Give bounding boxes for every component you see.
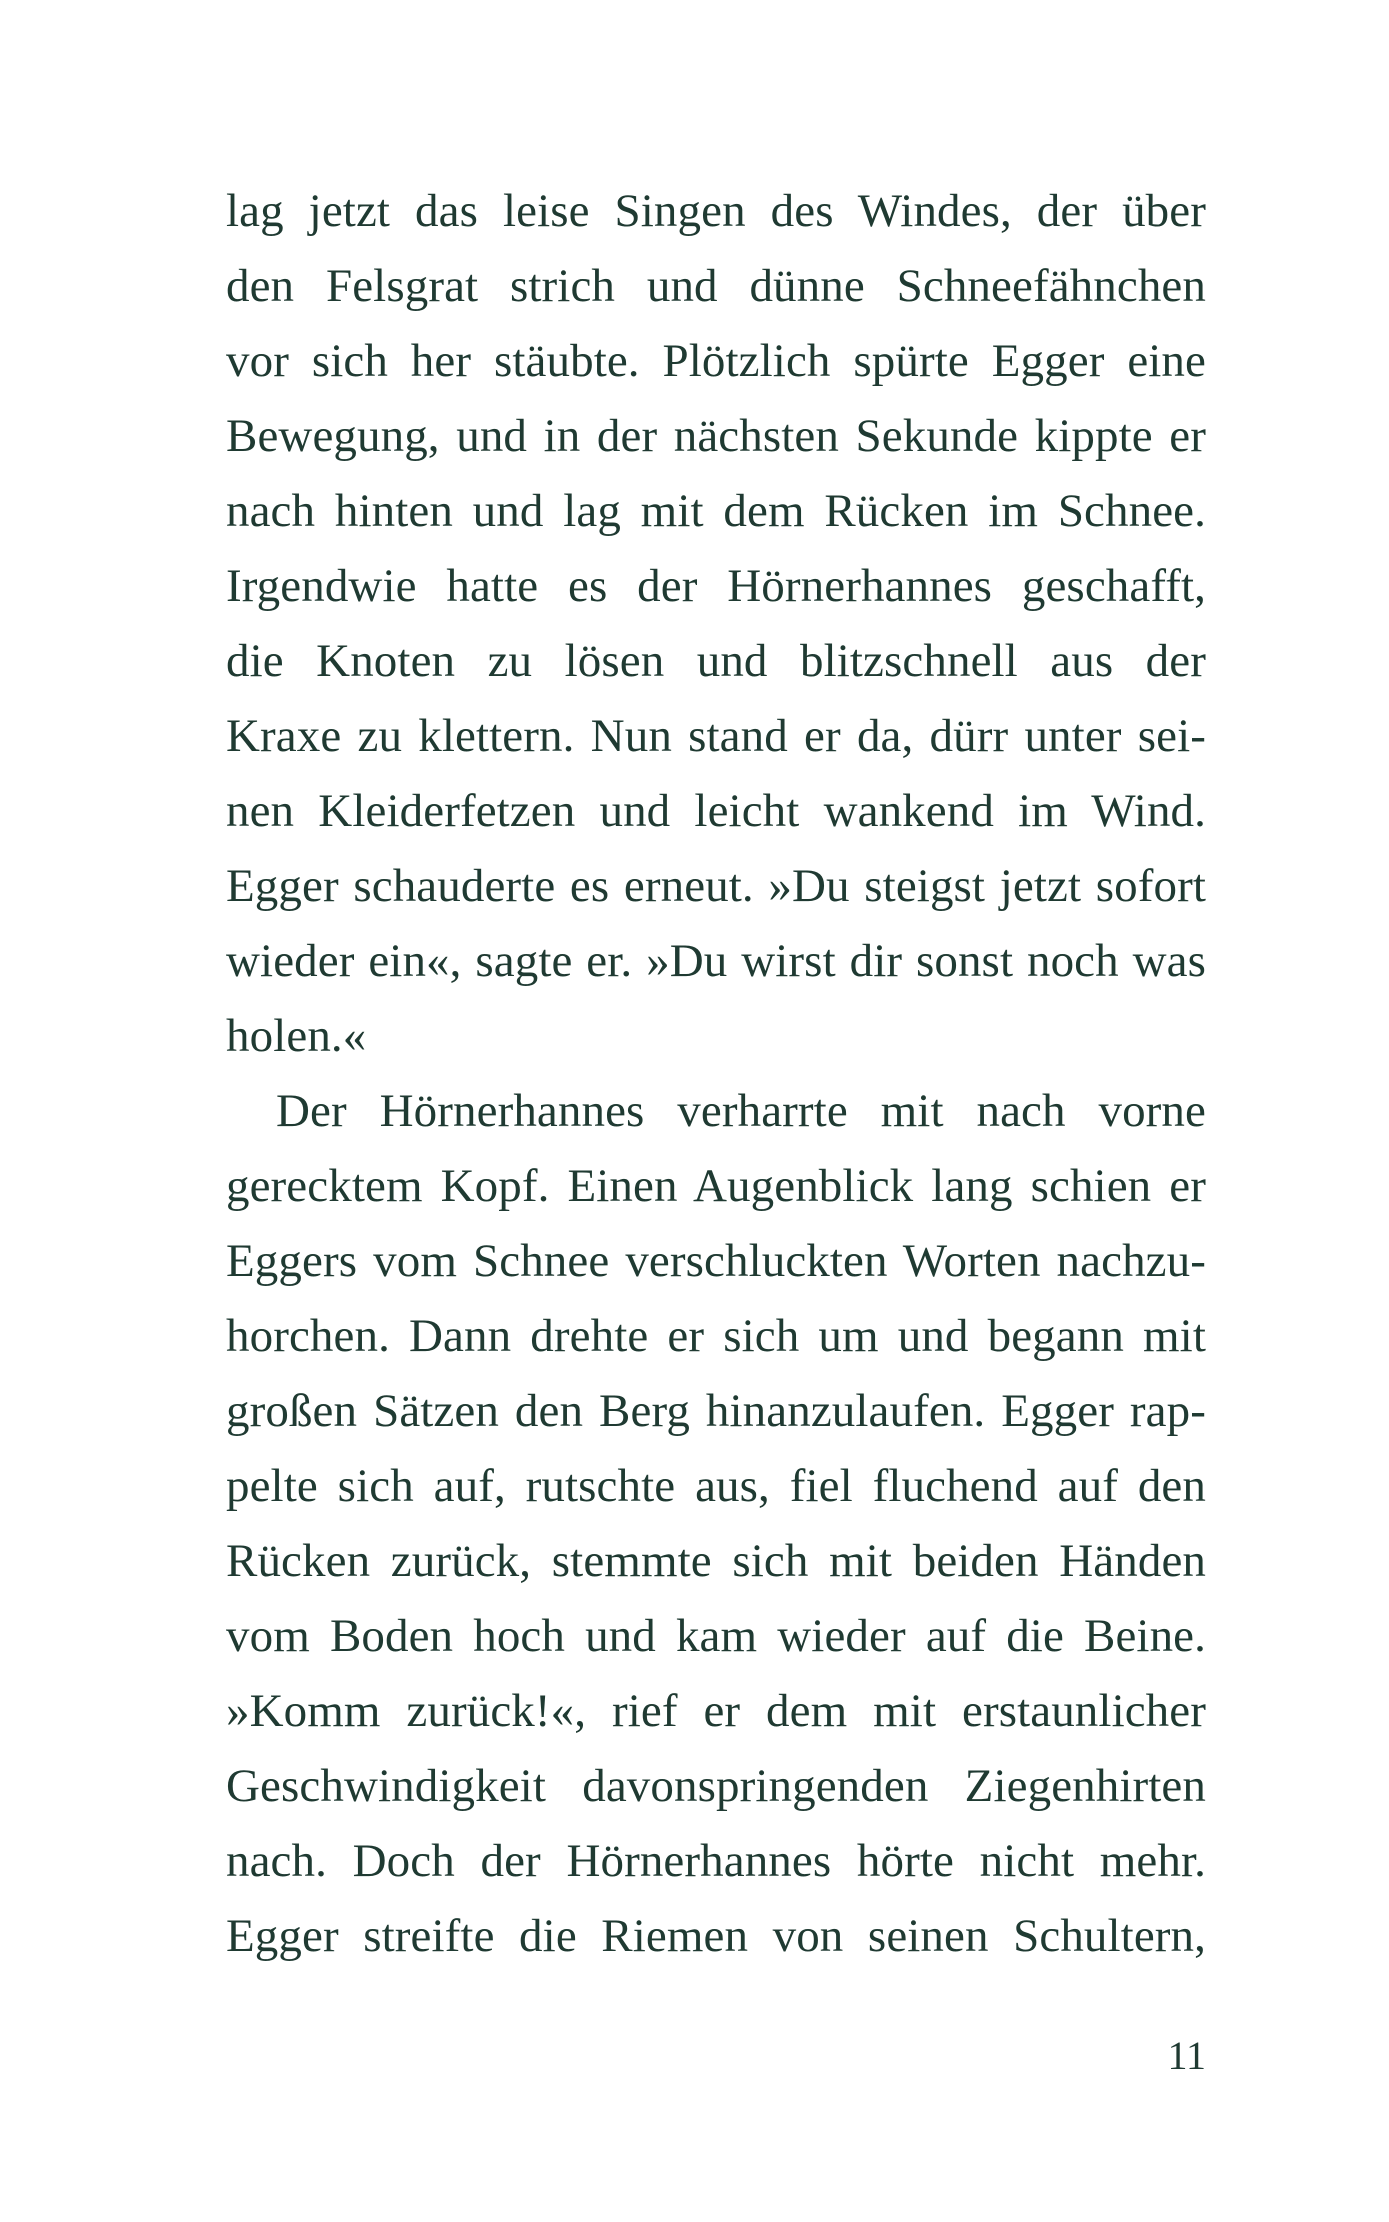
text-line-paragraph-start: Der Hörnerhannes verharrte mit nach vorne <box>276 1085 1206 1137</box>
text-line: nach hinten und lag mit dem Rücken im Schnee. <box>226 485 1206 537</box>
text-line: Egger schauderte es erneut. »Du steigst jetzt sofort <box>226 860 1206 912</box>
text-line: die Knoten zu lösen und blitzschnell aus der <box>226 635 1206 687</box>
text-line: vor sich her stäubte. Plötzlich spürte Egger eine <box>226 335 1206 387</box>
text-line: »Komm zurück!«, rief er dem mit erstaunlicher <box>226 1685 1206 1737</box>
page-number: 11 <box>1167 2033 1206 2078</box>
text-line: Irgendwie hatte es der Hörnerhannes geschafft, <box>226 560 1206 612</box>
text-line: Bewegung, und in der nächsten Sekunde kippte er <box>226 410 1206 462</box>
text-line: den Felsgrat strich und dünne Schneefähnchen <box>226 260 1206 312</box>
text-line: lag jetzt das leise Singen des Windes, der über <box>226 185 1206 237</box>
text-line: Kraxe zu klettern. Nun stand er da, dürr unter sei- <box>226 710 1206 762</box>
text-line: gerecktem Kopf. Einen Augenblick lang schien er <box>226 1160 1206 1212</box>
text-line: holen.« <box>226 1010 367 1062</box>
text-line: großen Sätzen den Berg hinanzulaufen. Egger rap- <box>226 1385 1206 1437</box>
text-line: Geschwindigkeit davonspringenden Ziegenhirten <box>226 1760 1206 1812</box>
text-line: vom Boden hoch und kam wieder auf die Beine. <box>226 1610 1206 1662</box>
text-line: nen Kleiderfetzen und leicht wankend im Wind. <box>226 785 1206 837</box>
text-line: Egger streifte die Riemen von seinen Schultern, <box>226 1910 1206 1962</box>
text-line: Eggers vom Schnee verschluckten Worten nachzu- <box>226 1235 1206 1287</box>
text-line: Rücken zurück, stemmte sich mit beiden Händen <box>226 1535 1206 1587</box>
text-line: pelte sich auf, rutschte aus, fiel fluchend auf den <box>226 1460 1206 1512</box>
text-line: wieder ein«, sagte er. »Du wirst dir sonst noch was <box>226 935 1206 987</box>
text-line: nach. Doch der Hörnerhannes hörte nicht mehr. <box>226 1835 1206 1887</box>
text-line: horchen. Dann drehte er sich um und begann mit <box>226 1310 1206 1362</box>
